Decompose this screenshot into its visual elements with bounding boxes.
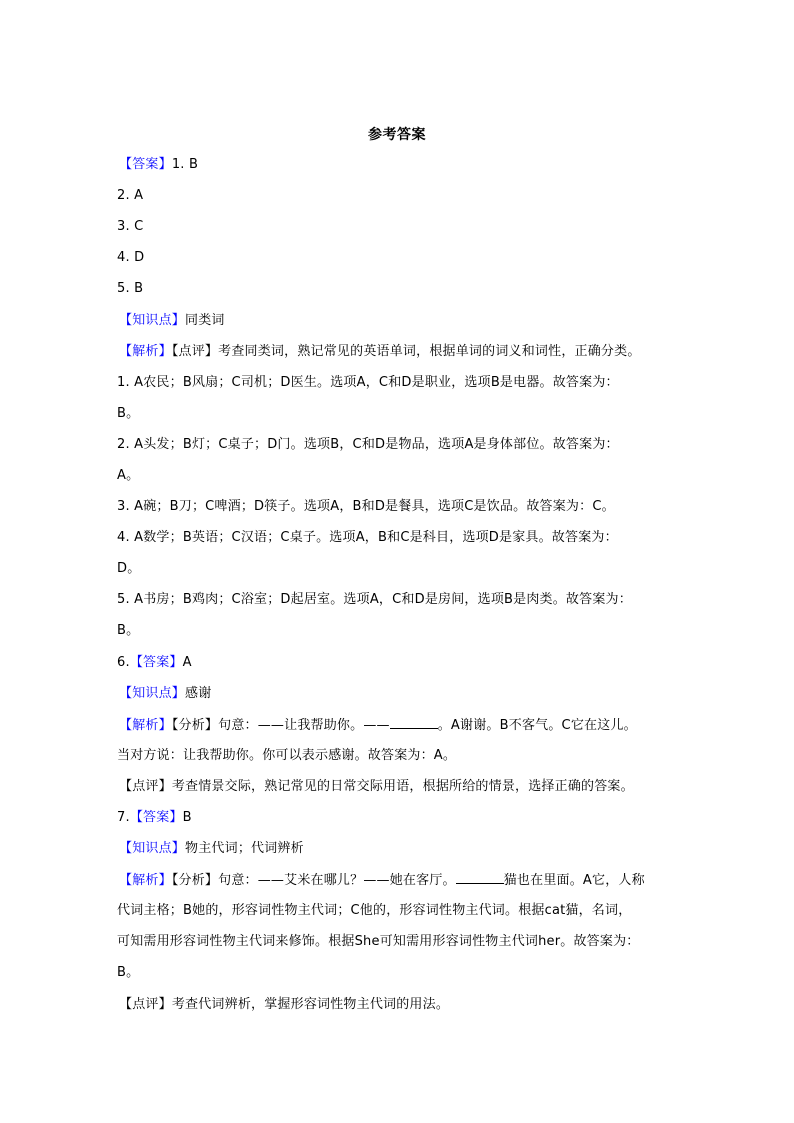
line-text: 代词主格；B她的，形容词性物主代词；C他的，形容词性物主代词。根据cat猫，名词，	[117, 903, 632, 918]
text-line	[117, 218, 143, 236]
sub-tag: 【点评】	[119, 779, 172, 794]
text-line	[117, 405, 139, 423]
text-line	[117, 187, 143, 205]
line-text: A	[182, 655, 192, 670]
text-line	[117, 933, 639, 951]
line-text: 2. A	[117, 188, 144, 203]
text-line	[119, 685, 211, 703]
line-text: 4. D	[117, 250, 145, 265]
line-text-after: 猫也在里面。A它，人称	[503, 873, 645, 888]
line-text: D。	[117, 561, 141, 576]
section-tag: 【解析】	[119, 873, 172, 888]
line-text: A。	[117, 468, 140, 483]
section-tag: 【答案】	[129, 810, 183, 825]
text-line	[117, 964, 139, 982]
text-line	[117, 809, 192, 827]
sub-tag: 【点评】	[119, 997, 172, 1012]
text-line	[117, 654, 192, 672]
section-tag: 【答案】	[129, 655, 183, 670]
text-line	[119, 996, 449, 1014]
question-number: 7.	[117, 810, 130, 825]
text-line	[117, 280, 143, 298]
line-text: 考查情景交际，熟记常见的日常交际用语，根据所给的情景，选择正确的答案。	[171, 779, 634, 794]
sub-tag: 【点评】	[171, 344, 219, 359]
line-text: 物主代词；代词辨析	[185, 841, 304, 856]
line-text: 2. A头发；B灯；C桌子；D门。选项B，C和D是物品，选项A是身体部位。故答案为：	[117, 437, 619, 452]
sub-tag: 【分析】	[171, 873, 219, 888]
page-title: 参考答案	[368, 127, 426, 143]
text-line	[117, 529, 618, 547]
text-line	[117, 747, 456, 765]
line-text: 考查同类词，熟记常见的英语单词，根据单词的词义和词性，正确分类。	[218, 344, 641, 359]
line-text: 感谢	[185, 686, 212, 701]
section-tag: 【知识点】	[119, 313, 186, 328]
section-tag: 【答案】	[119, 157, 172, 172]
text-line	[119, 840, 304, 858]
section-tag: 【解析】	[119, 718, 172, 733]
text-line	[117, 622, 139, 640]
section-tag: 【知识点】	[119, 686, 186, 701]
line-text: 4. A数学；B英语；C汉语；C桌子。选项A，B和C是科目，选项D是家具。故答案为：	[117, 530, 618, 545]
line-text: 可知需用形容词性物主代词来修饰。根据She可知需用形容词性物主代词her。故答案为：	[117, 934, 640, 949]
line-text: 当对方说：让我帮助你。你可以表示感谢。故答案为：A。	[117, 748, 457, 763]
text-line	[117, 902, 631, 920]
line-text: B。	[117, 965, 140, 980]
text-line	[119, 343, 641, 361]
text-line	[119, 156, 198, 174]
fill-in-blank	[390, 716, 438, 729]
line-text-after: 。A谢谢。B不客气。C它在这儿。	[437, 718, 637, 733]
line-text: 3. C	[117, 219, 144, 234]
line-text: 句意：——艾米在哪儿？——她在客厅。	[218, 873, 456, 888]
line-text: 同类词	[185, 313, 225, 328]
line-text: 1. A农民；B风扇；C司机；D医生。选项A，C和D是职业，选项B是电器。故答案为：	[117, 375, 619, 390]
line-text: 5. B	[117, 281, 144, 296]
text-line	[117, 498, 615, 516]
text-line	[117, 436, 619, 454]
text-line	[117, 374, 619, 392]
section-tag: 【解析】	[119, 344, 172, 359]
text-line	[117, 591, 632, 609]
line-text: 5. A书房；B鸡肉；C浴室；D起居室。选项A，C和D是房间，选项B是肉类。故答案为：	[117, 592, 632, 607]
text-line	[117, 467, 139, 485]
line-text: B	[182, 810, 192, 825]
text-line	[117, 560, 140, 578]
text-line	[117, 249, 144, 267]
text-line	[119, 312, 225, 330]
text-line	[119, 778, 634, 796]
line-text: B。	[117, 623, 140, 638]
question-number: 6.	[117, 655, 130, 670]
sub-tag: 【分析】	[171, 718, 219, 733]
text-line	[119, 716, 637, 735]
line-text: 3. A碗；B刀；C啤酒；D筷子。选项A，B和D是餐具，选项C是饮品。故答案为：C。	[117, 499, 615, 514]
fill-in-blank	[456, 871, 504, 884]
line-text: 考查代词辨析，掌握形容词性物主代词的用法。	[171, 997, 450, 1012]
section-tag: 【知识点】	[119, 841, 186, 856]
line-text: 句意：——让我帮助你。——	[218, 718, 390, 733]
text-line	[119, 871, 645, 890]
line-text: B。	[117, 406, 140, 421]
line-text: 1. B	[171, 157, 199, 172]
